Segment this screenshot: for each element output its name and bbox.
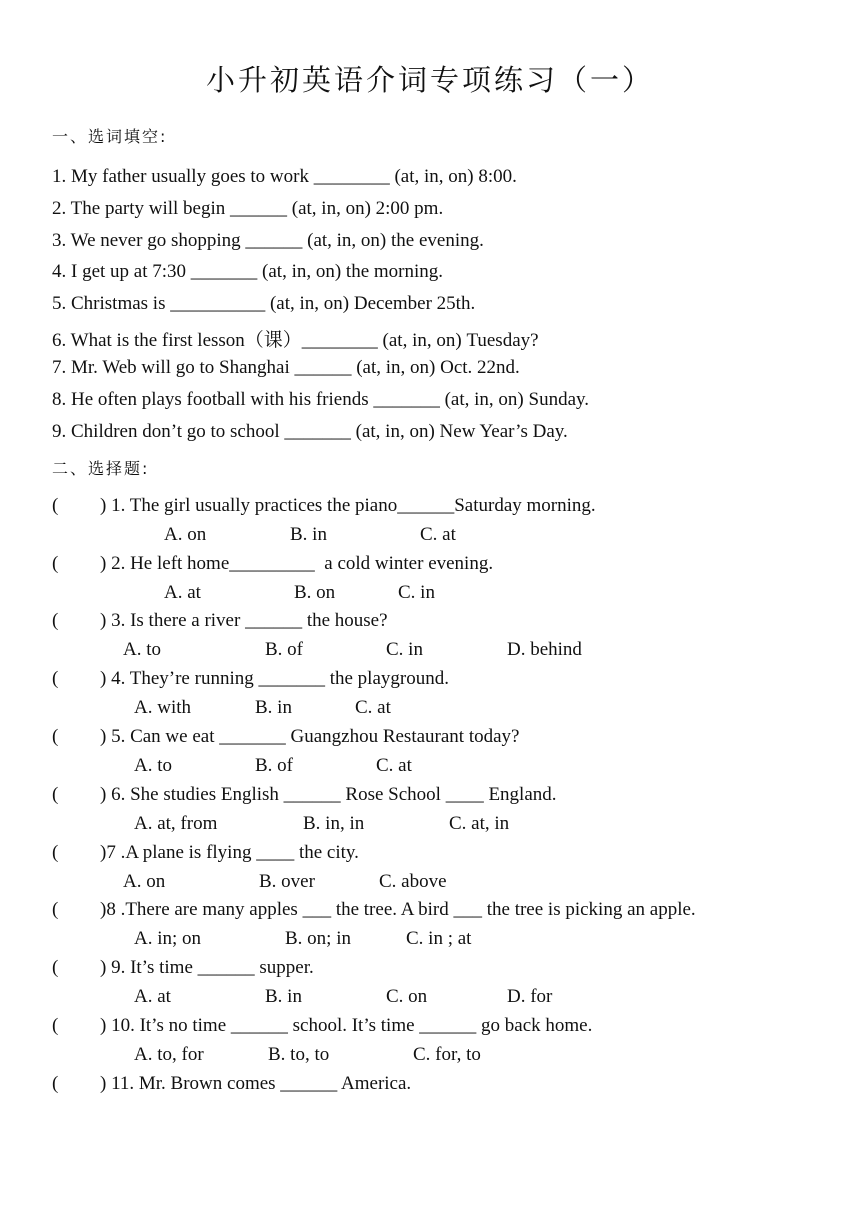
- choice-question-1: [52, 495, 596, 517]
- option-b: B. in: [265, 986, 302, 1007]
- option-c: C. for, to: [413, 1044, 481, 1065]
- choice-question-8: [52, 899, 696, 921]
- question-text: )7 .A plane is flying ____ the city.: [100, 842, 359, 863]
- option-a: A. with: [134, 697, 191, 718]
- section-1-heading: 一、选词填空:: [52, 127, 168, 146]
- fill-item-2: 2. The party will begin ______ (at, in, on) 2:00 pm.: [52, 198, 444, 219]
- question-text: ) 11. Mr. Brown comes ______ America.: [100, 1073, 412, 1094]
- option-b: B. of: [265, 639, 303, 660]
- answer-blank: (: [52, 668, 59, 689]
- choice-question-3: [52, 610, 388, 632]
- fill-item-8: 8. He often plays football with his friends _______ (at, in, on) Sunday.: [52, 389, 590, 410]
- option-b: B. in: [290, 524, 327, 545]
- question-text: ) 2. He left home_________ a cold winter evening.: [100, 553, 494, 574]
- answer-blank: (: [52, 726, 59, 747]
- option-c: C. at: [376, 755, 412, 776]
- option-c: C. in ; at: [406, 928, 472, 949]
- option-a: A. to: [134, 755, 172, 776]
- option-a: A. in; on: [134, 928, 202, 949]
- option-b: B. of: [255, 755, 293, 776]
- option-c: C. above: [379, 871, 447, 892]
- fill-item-1: 1. My father usually goes to work ________ (at, in, on) 8:00.: [52, 166, 517, 187]
- choice-question-4: [52, 668, 449, 690]
- answer-blank: (: [52, 957, 59, 978]
- option-c: C. at, in: [449, 813, 510, 834]
- question-text: ) 3. Is there a river ______ the house?: [100, 610, 388, 631]
- answer-blank: (: [52, 553, 59, 574]
- option-b: B. on: [294, 582, 336, 603]
- fill-item-9: 9. Children don’t go to school _______ (at, in, on) New Year’s Day.: [52, 421, 568, 442]
- choice-question-9: [52, 957, 314, 979]
- question-text: ) 1. The girl usually practices the piano______Saturday morning.: [100, 495, 596, 516]
- option-a: A. at, from: [134, 813, 218, 834]
- fill-item-3: 3. We never go shopping ______ (at, in, on) the evening.: [52, 230, 484, 251]
- option-a: A. to, for: [134, 1044, 204, 1065]
- fill-item-4: 4. I get up at 7:30 _______ (at, in, on) the morning.: [52, 261, 444, 282]
- option-c: C. in: [386, 639, 423, 660]
- question-text: ) 9. It’s time ______ supper.: [100, 957, 314, 978]
- choice-question-11: [52, 1073, 411, 1095]
- fill-item-6: 6. What is the first lesson（课）________ (at, in, on) Tuesday?: [52, 330, 539, 351]
- choice-question-6: [52, 784, 557, 806]
- question-text: ) 10. It’s no time ______ school. It’s time ______ go back home.: [100, 1015, 593, 1036]
- page-title: 小升初英语介词专项练习（一）: [205, 63, 654, 97]
- fill-item-5: 5. Christmas is __________ (at, in, on) December 25th.: [52, 293, 476, 314]
- option-a: A. on: [123, 871, 166, 892]
- choice-question-2: [52, 553, 493, 575]
- answer-blank: (: [52, 784, 59, 805]
- question-text: ) 4. They’re running _______ the playground.: [100, 668, 449, 689]
- option-c: C. at: [355, 697, 391, 718]
- option-c: C. on: [386, 986, 428, 1007]
- option-b: B. to, to: [268, 1044, 330, 1065]
- option-b: B. on; in: [285, 928, 351, 949]
- option-a: A. at: [134, 986, 171, 1007]
- option-a: A. on: [164, 524, 207, 545]
- option-a: A. to: [123, 639, 161, 660]
- option-d: D. for: [507, 986, 553, 1007]
- choice-question-5: [52, 726, 519, 748]
- question-text: )8 .There are many apples ___ the tree. A bird ___ the tree is picking an apple.: [100, 899, 696, 920]
- option-c: C. at: [420, 524, 456, 545]
- option-c: C. in: [398, 582, 435, 603]
- option-b: B. in, in: [303, 813, 365, 834]
- answer-blank: (: [52, 610, 59, 631]
- option-b: B. in: [255, 697, 292, 718]
- choice-question-7: [52, 842, 359, 864]
- option-a: A. at: [164, 582, 201, 603]
- option-d: D. behind: [507, 639, 582, 660]
- question-text: ) 5. Can we eat _______ Guangzhou Restaurant today?: [100, 726, 520, 747]
- choice-question-10: [52, 1015, 592, 1037]
- fill-item-7: 7. Mr. Web will go to Shanghai ______ (at, in, on) Oct. 22nd.: [52, 357, 520, 378]
- answer-blank: (: [52, 495, 59, 516]
- answer-blank: (: [52, 1073, 59, 1094]
- section-2-heading: 二、选择题:: [52, 459, 150, 478]
- option-b: B. over: [259, 871, 315, 892]
- answer-blank: (: [52, 1015, 59, 1036]
- question-text: ) 6. She studies English ______ Rose School ____ England.: [100, 784, 557, 805]
- answer-blank: (: [52, 842, 59, 863]
- answer-blank: (: [52, 899, 59, 920]
